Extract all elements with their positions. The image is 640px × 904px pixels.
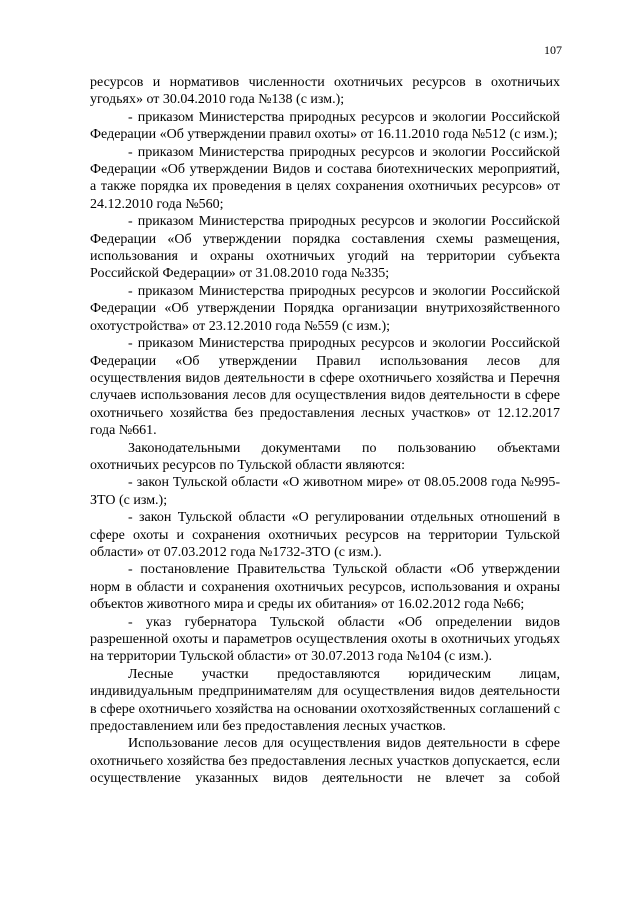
paragraph-decree-104: - указ губернатора Тульской области «Об определении видов разрешенной охоты и параметров осуществления охоты в охотничьих угодьях на территории Тульской области» от 30.07.2013 года №104 (с изм.). (90, 614, 560, 665)
paragraph-forest-use: Использование лесов для осуществления видов деятельности в сфере охотничьего хозяйства без предоставления лесных участков допускается, если осуществление указанных видов деятельности не влечет за собой (90, 736, 560, 787)
paragraph-resolution-66: - постановление Правительства Тульской области «Об утверждении норм в области и сохранения охотничьих ресурсов, использования и охраны объектов животного мира и среды их обитания» от 16.02.2012 года №66; (90, 562, 560, 613)
paragraph-order-661: - приказом Министерства природных ресурсов и экологии Российской Федерации «Об утверждении Правил использования лесов для осуществления видов деятельности в сфере охотничьего хозяйства и Перечня случаев использования лесов для осуществления видов деятельности в сфере охотничьего хозяйства без предоставления лесных участков» от 12.12.2017 года №661. (90, 336, 560, 439)
paragraph-order-512: - приказом Министерства природных ресурсов и экологии Российской Федерации «Об утверждении правил охоты» от 16.11.2010 года №512 (с изм.); (90, 109, 560, 143)
paragraph-continuation: ресурсов и нормативов численности охотничьих ресурсов в охотничьих угодьях» от 30.04.2010 года №138 (с изм.); (90, 75, 560, 108)
page-number: 107 (544, 43, 562, 57)
paragraph-law-995: - закон Тульской области «О животном мире» от 08.05.2008 года №995-ЗТО (с изм.); (90, 475, 560, 508)
document-body (90, 74, 560, 788)
paragraph-order-559: - приказом Министерства природных ресурсов и экологии Российской Федерации «Об утверждении Порядка организации внутрихозяйственного охотустройства» от 23.12.2010 года №559 (с изм.); (90, 283, 560, 334)
paragraph-regional-intro: Законодательными документами по пользованию объектами охотничьих ресурсов по Тульской области являются: (90, 440, 560, 473)
paragraph-order-560: - приказом Министерства природных ресурсов и экологии Российской Федерации «Об утверждении Видов и состава биотехнических мероприятий, а также порядка их проведения в целях сохранения охотничьих ресурсов» от 24.12.2010 года №560; (90, 144, 560, 212)
paragraph-order-335: - приказом Министерства природных ресурсов и экологии Российской Федерации «Об утверждении порядка составления схемы размещения, использования и охраны охотничьих угодий на территории субъекта Российской Федерации» от 31.08.2010 года №335; (90, 214, 560, 282)
paragraph-law-1732: - закон Тульской области «О регулировании отдельных отношений в сфере охоты и сохранения охотничьих ресурсов на территории Тульской области» от 07.03.2012 года №1732-ЗТО (с изм.). (90, 510, 560, 560)
paragraph-forest-plots: Лесные участки предоставляются юридическим лицам, индивидуальным предпринимателям для осуществления видов деятельности в сфере охотничьего хозяйства на основании охотхозяйственных соглашений с предоставлением или без предоставления лесных участков. (90, 666, 560, 735)
